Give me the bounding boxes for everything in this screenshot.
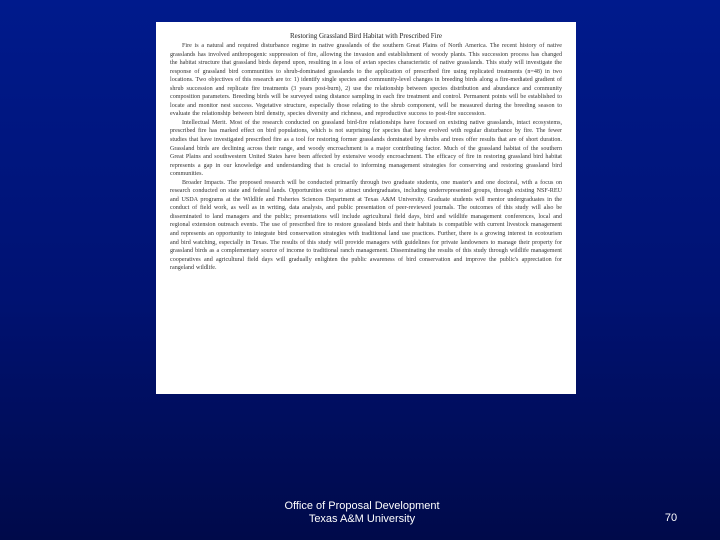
paragraph-intellectual-merit: Intellectual Merit. Most of the research conducted on grassland bird-fire relationships have focused on existing native grasslands, intact ecosystems, prescribed fire has marked effect on bird populations, which is not surprising for species that have evolved with regular disturbance by fire. The fewer studies that have investigated prescribed fire as a tool for restoring former grasslands dominated by shrubs and trees offer results that are of short duration. Grassland birds are declining across their range, and woody encroachment is a major contributing factor. Much of the grassland habitat of the southern Great Plains and southwestern United States have been affected by extensive woody encroachment. The efficacy of fire in restoring grassland bird habitat represents a gap in our knowledge and understanding that is crucial to informing management strategies for conserving and restoring grassland bird communities. — [170, 119, 562, 178]
paragraph-project-summary: Fire is a natural and required disturbance regime in native grasslands of the southern Great Plains of North America. The recent history of native grasslands has involved anthropogenic suppression of fire, allowing the invasion and establishment of woody plants. This succession process has changed the habitat structure that grassland birds depend upon, resulting in a loss of avian species characteristic of native grasslands. This study will investigate the response of grassland bird communities to shrub-dominated grasslands to the application of prescribed fire using replicated treatments (n=48) in two locations. Two objectives of this research are to: 1) identify single species and community-level changes in breeding birds along a fire-mediated gradient of shrub succession and replicate fire treatments (3 years post-burn), 2) use the relationship between species distribution and abundance and community composition parameters. Breeding birds will be surveyed using distance sampling in each fire treatment and control. Permanent points will be established to locate and monitor nest success. Vegetative structure, especially those relating to the shrub component, will be measured during the breeding season to evaluate the relationship between bird density, species diversity and richness, and reproductive success to post-fire succession. — [170, 43, 562, 118]
document-page — [156, 22, 576, 394]
footer-university: Texas A&M University — [308, 513, 416, 525]
document-title: Restoring Grassland Bird Habitat with Prescribed Fire — [289, 32, 443, 40]
footer-office: Office of Proposal Development — [284, 500, 440, 512]
slide-footer — [262, 500, 462, 526]
paragraph-broader-impacts: Broader Impacts. The proposed research will be conducted primarily through two graduate students, one master's and one doctoral, with a focus on research conducted on state and federal lands. Opportunities exist to attract undergraduates, including underrepresented groups, through existing NSF-REU and USDA programs at the Wildlife and Fisheries Sciences Department at Texas A&M University. Graduate students will mentor undergraduates in the conduct of field work, as well as in writing, data analysis, and public presentation of peer-reviewed journals. The outcomes of this study will also be disseminated to land managers and the public; presentations will include agricultural field days, bird and wildlife management conferences, local and regional extension outreach events. The use of prescribed fire to restore grassland birds and their habitats is compatible with current livestock management and represents an opportunity to integrate bird conservation strategies with traditional land use practices. Further, there is a growing interest in ecotourism and bird watching, especially in Texas. The results of this study will provide managers with guidelines for private landowners to manage their property for grassland birds as a complementary source of income to traditional ranch management. Disseminating the results of this study through wildlife management cooperatives and agricultural field days will gradually enlighten the public awareness of bird conservation and improve the public's appreciation for rangeland wildlife. — [170, 179, 562, 272]
slide-number: 70 — [664, 512, 678, 524]
